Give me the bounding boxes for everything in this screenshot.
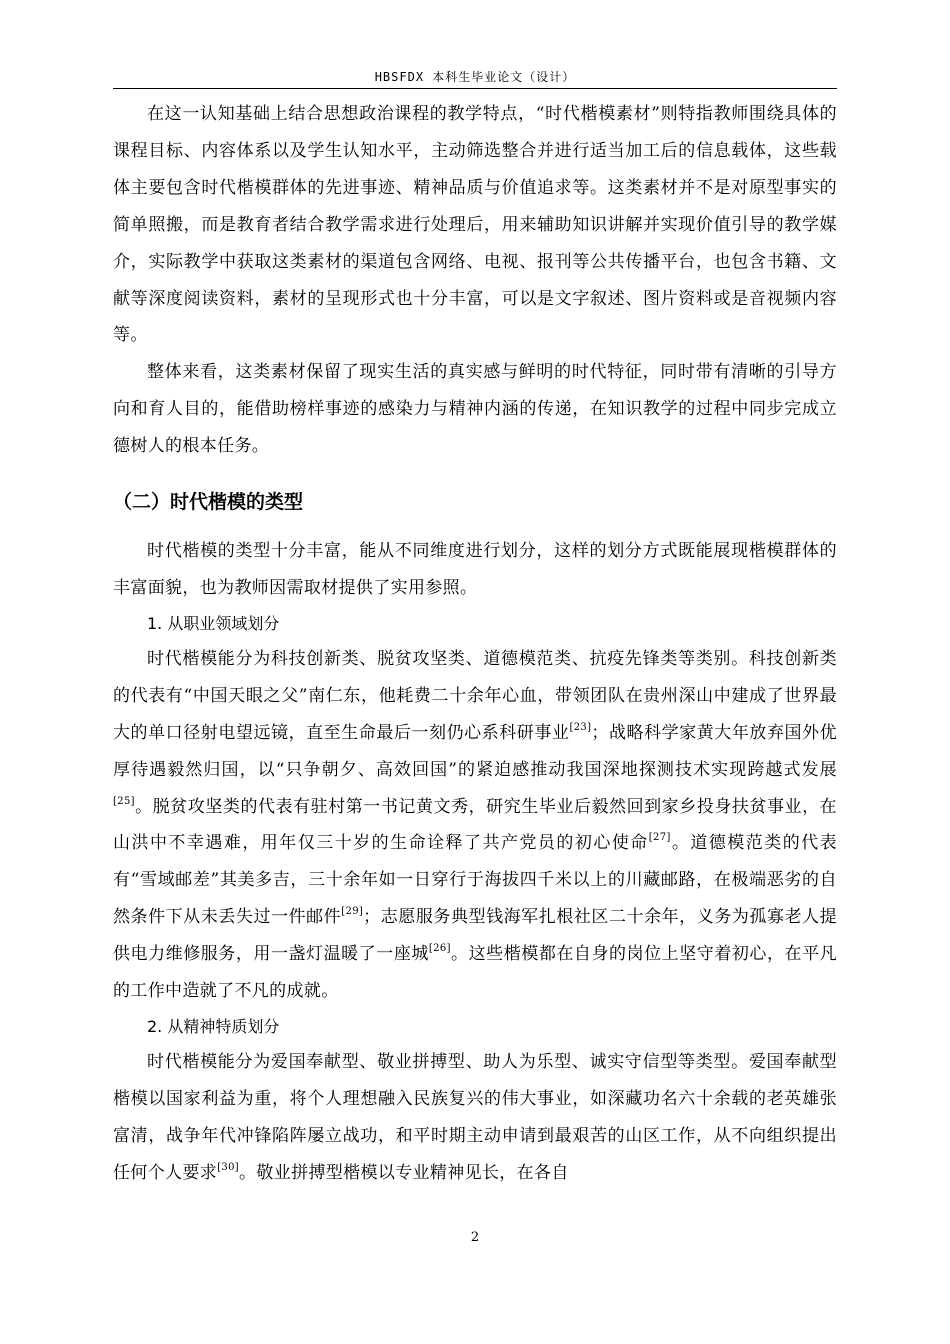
running-header: HBSFDX 本科生毕业论文（设计）	[374, 70, 576, 84]
citation: [30]	[217, 1161, 240, 1173]
paragraph-types-intro: 时代楷模的类型十分丰富，能从不同维度进行划分，这样的划分方式既能展现楷模群体的丰富面貌，也为教师因需取材提供了实用参照。	[113, 541, 837, 598]
text-run: 。这些楷模都在自身的岗位上坚守着初心，在平凡的工作中造就了不凡的成就。	[113, 944, 837, 1002]
citation: [27]	[648, 832, 671, 844]
subsection-heading-spirit: 2. 从精神特质划分	[147, 1016, 280, 1036]
text-run: 。道德模范类的代表有“雪域邮差”其美多吉，三十余年如一日穿行于海拔四千米以上的川藏邮路，在极端恶劣的自然条件下从未丢失过一件邮件	[113, 833, 837, 928]
citation: [29]	[341, 906, 364, 918]
text-run: ；战略科学家黄大年放弃国外优厚待遇毅然归国，以“只争朝夕、高效回国”的紧迫感推动我国深地探测技术实现跨越式发展	[113, 722, 837, 780]
text-run: 。敬业拼搏型楷模以专业精神见长，在各自	[239, 1162, 569, 1183]
citation: [23]	[569, 721, 592, 733]
page-number: 2	[470, 1230, 480, 1245]
section-heading: （二）时代楷模的类型	[113, 491, 304, 514]
header-rule	[113, 88, 837, 89]
citation: [25]	[113, 795, 135, 807]
page-body	[113, 96, 837, 1192]
paragraph-overall-view: 整体来看，这类素材保留了现实生活的真实感与鲜明的时代特征，同时带有清晰的引导方向和育人目的，能借助榜样事迹的感染力与精神内涵的传递，在知识教学的过程中同步完成立德树人的根本任务。	[113, 362, 837, 457]
text-run: 时代楷模能分为科技创新类、脱贫攻坚类、道德模范类、抗疫先锋类等类别。科技创新类的代表有“中国天眼之父”南仁东，他耗费二十余年心血，带领团队在贵州深山中建成了世界最大的单口径射电望远镜，直至生命最后一刻仍心系科研事业	[113, 648, 837, 743]
paragraph-material-definition: 在这一认知基础上结合思想政治课程的教学特点，“时代楷模素材”则特指教师围绕具体的课程目标、内容体系以及学生认知水平，主动筛选整合并进行适当加工后的信息载体，这些载体主要包含时代楷模群体的先进事迹、精神品质与价值追求等。这类素材并不是对原型事实的简单照搬，而是教育者结合教学需求进行处理后，用来辅助知识讲解并实现价值引导的教学媒介，实际教学中获取这类素材的渠道包含网络、电视、报刊等公共传播平台，也包含书籍、文献等深度阅读资料，素材的呈现形式也十分丰富，可以是文字叙述、图片资料或是音视频内容等。	[113, 104, 837, 346]
citation: [26]	[428, 943, 451, 955]
text-run: 时代楷模能分为爱国奉献型、敬业拼搏型、助人为乐型、诚实守信型等类型。爱国奉献型楷模以国家利益为重，将个人理想融入民族复兴的伟大事业，如深藏功名六十余载的老英雄张富清，战争年代冲锋陷阵屡立战功，和平时期主动申请到最艰苦的山区工作，从不向组织提出任何个人要求	[113, 1051, 837, 1183]
text-run: 。脱贫攻坚类的代表有驻村第一书记黄文秀，研究生毕业后毅然回到家乡投身扶贫事业，在山洪中不幸遇难，用年仅三十岁的生命诠释了共产党员的初心使命	[113, 796, 837, 854]
paragraph-spirit-types	[113, 1044, 837, 1192]
text-run: ；志愿服务典型钱海军扎根社区二十余年，义务为孤寡老人提供电力维修服务，用一盏灯温暖了一座城	[113, 907, 837, 965]
subsection-heading-occupation: 1. 从职业领域划分	[147, 613, 280, 633]
paragraph-occupation-types	[113, 641, 837, 1010]
